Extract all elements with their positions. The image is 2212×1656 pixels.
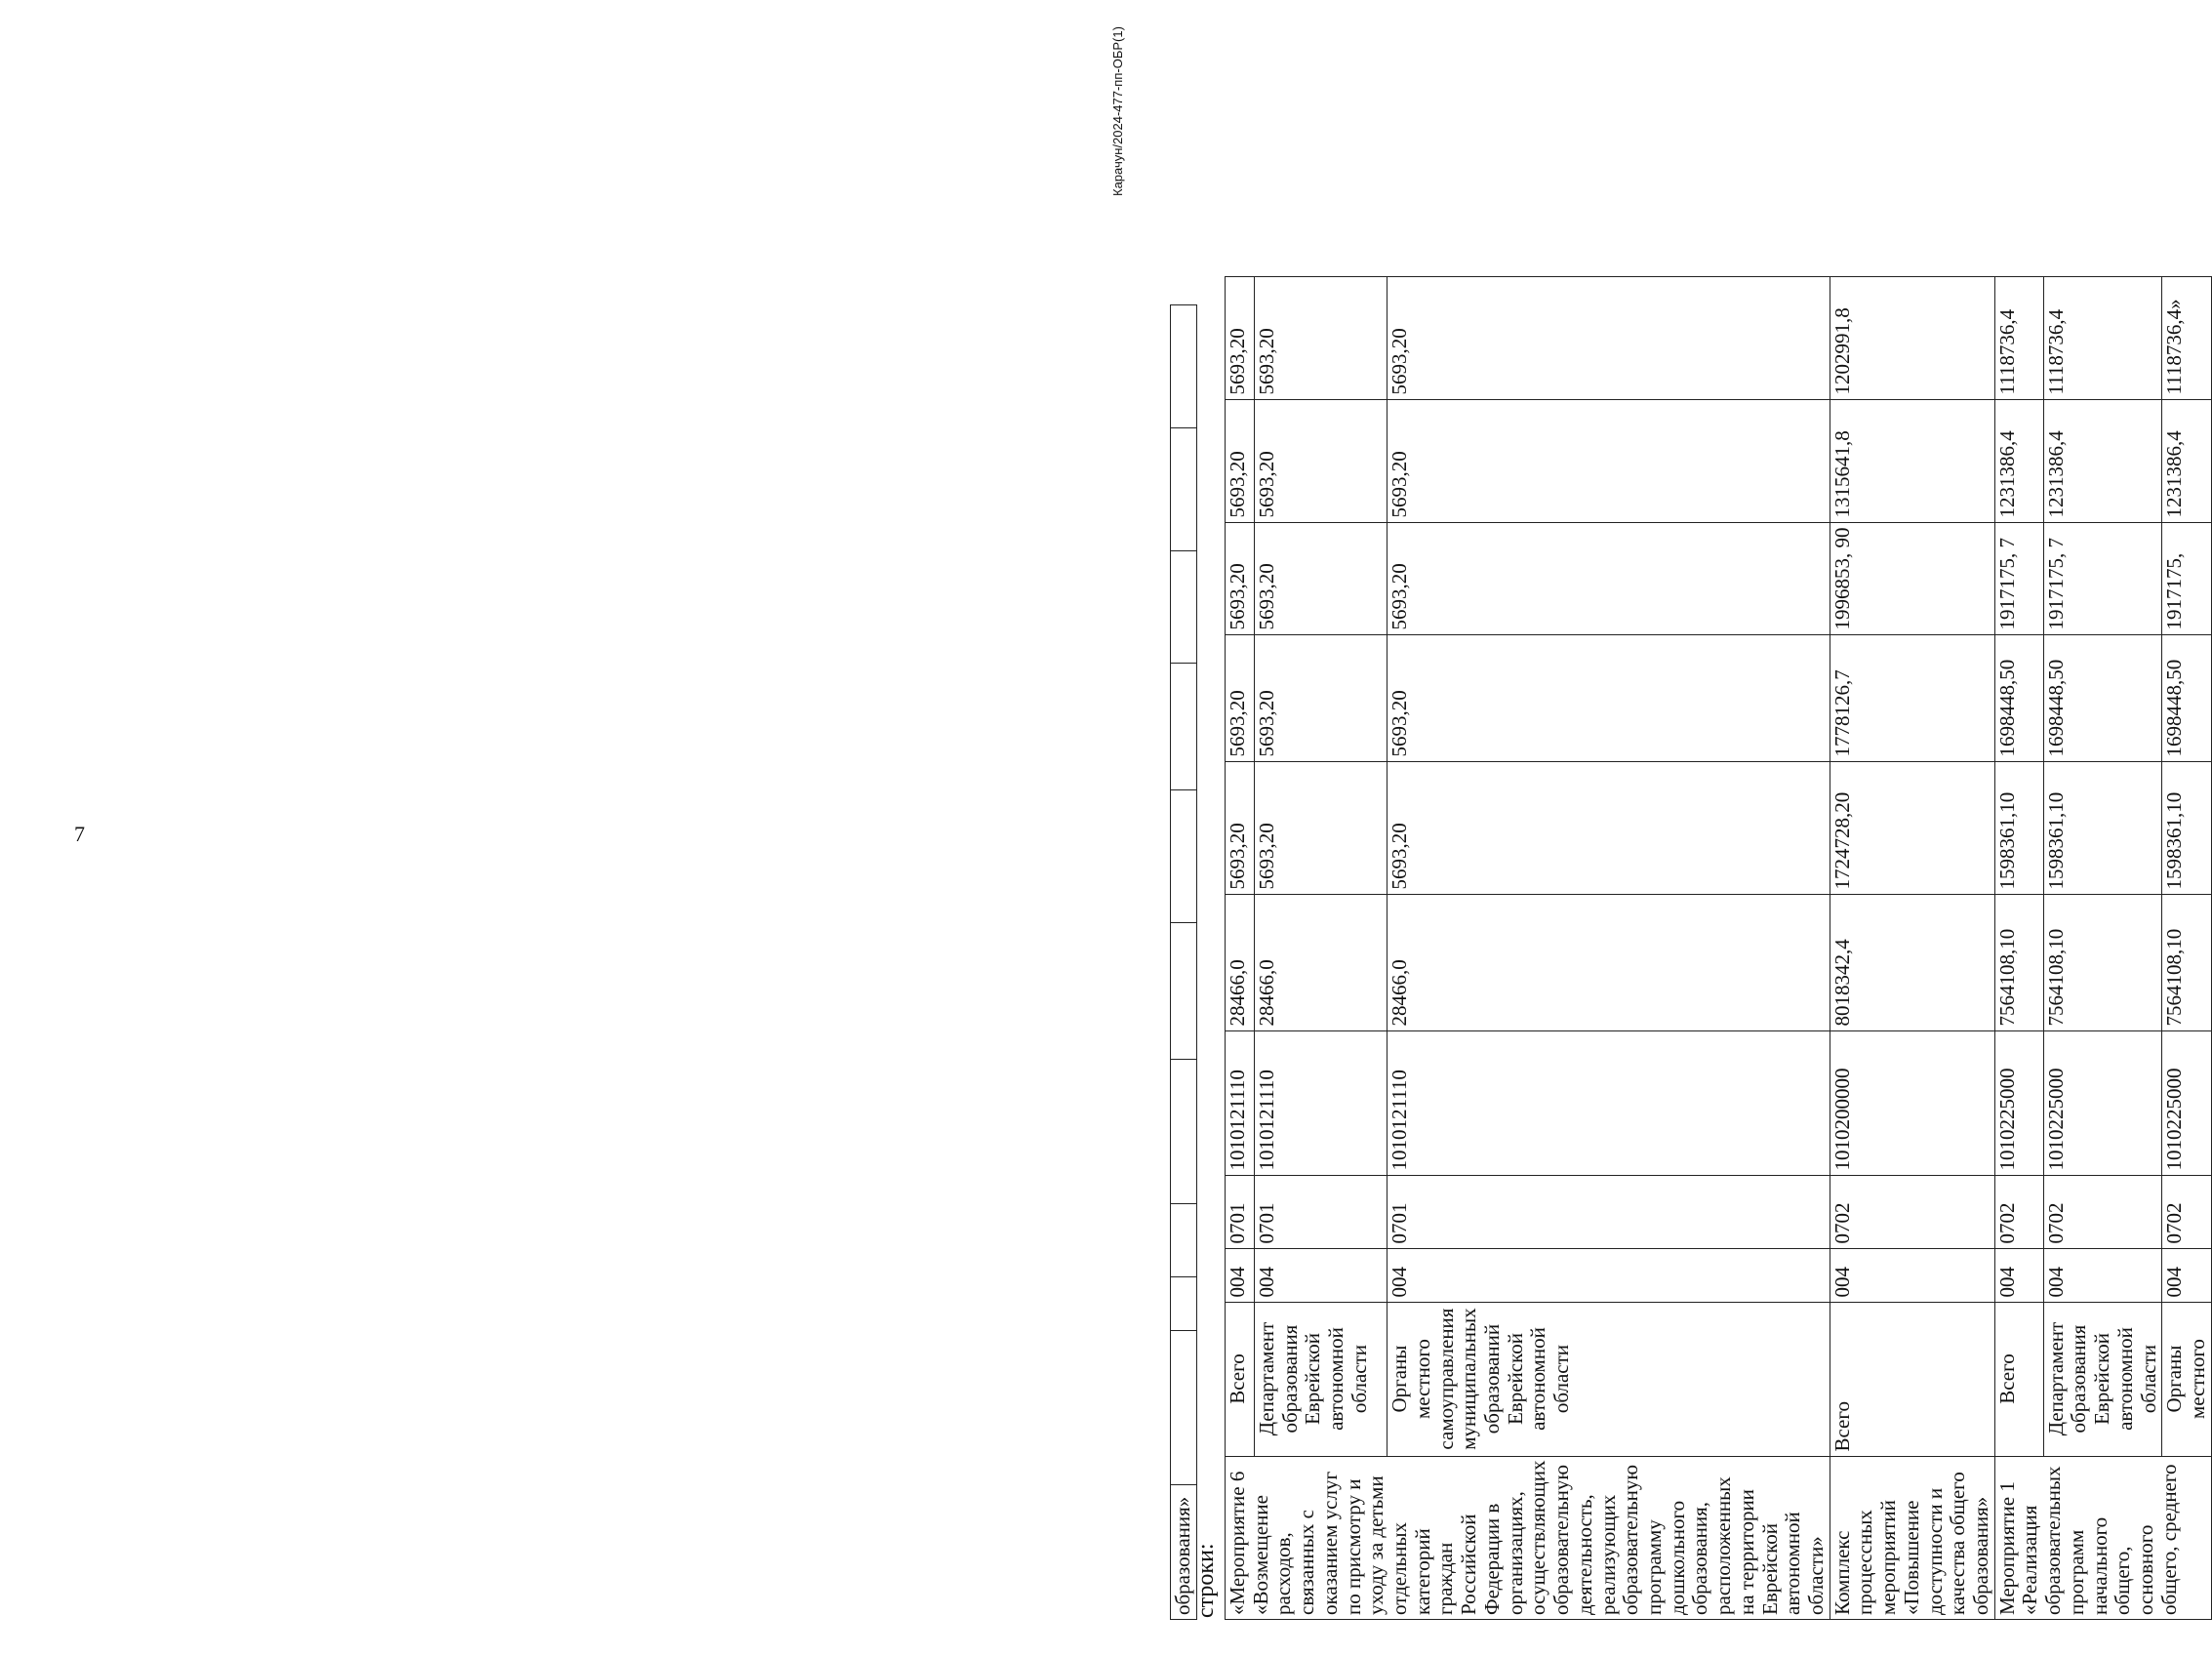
value-cell: 1698448,50	[1994, 634, 2043, 761]
grbs-cell: 004	[1226, 1248, 1255, 1302]
value-cell: 1598361,10	[2162, 761, 2211, 894]
page-number: 7	[74, 822, 85, 846]
value-cell: 1917175,	[2162, 522, 2211, 634]
rzpr-cell: 0701	[1388, 1175, 1830, 1248]
value-cell: 5693,20	[1226, 522, 1255, 634]
value-cell: 5693,20	[1388, 634, 1830, 761]
value-cell: 5693,20	[1254, 522, 1387, 634]
table-row	[1994, 276, 2043, 1619]
value-cell: 5693,20	[1226, 399, 1255, 522]
value-cell: 1698448,50	[2162, 634, 2211, 761]
executor-cell: Всего	[1994, 1302, 2043, 1456]
rzpr-cell: 0702	[1994, 1175, 2043, 1248]
rzpr-cell: 0701	[1254, 1175, 1387, 1248]
value-cell: 7564108,10	[2043, 894, 2162, 1030]
csr-cell: 1010225000	[1994, 1030, 2043, 1175]
executor-cell: Всего	[1830, 1302, 1994, 1456]
table-row	[1830, 276, 1994, 1619]
rzpr-cell: 0702	[2162, 1175, 2211, 1248]
row-name: «Мероприятие 6 «Возмещение расходов, связанных с оказанием услуг по присмотру и уходу за детьми отдельных категорий граждан Российской Федерации в организациях, осуществляющих образовательную деятельность, реализующих образовательную программу дошкольного образования, расположенных на территории Еврейской автономной области»	[1226, 1456, 1830, 1619]
value-cell: 1202991,8	[1830, 276, 1994, 399]
value-cell: 5693,20	[1254, 761, 1387, 894]
value-cell: 5693,20	[1226, 634, 1255, 761]
value-cell: 8018342,4	[1830, 894, 1994, 1030]
csr-cell: 1010121110	[1388, 1030, 1830, 1175]
value-cell: 28466,0	[1388, 894, 1830, 1030]
grbs-cell: 004	[1254, 1248, 1387, 1302]
rzpr-cell: 0702	[1830, 1175, 1994, 1248]
value-cell: 28466,0	[1254, 894, 1387, 1030]
rotated-page-content	[1170, 41, 2210, 1620]
prev-row-name: образования»	[1171, 1485, 1197, 1620]
value-cell: 7564108,10	[1994, 894, 2043, 1030]
csr-cell: 1010121110	[1254, 1030, 1387, 1175]
value-cell: 1118736,4	[1994, 276, 2043, 399]
footer-code: Карачун/2024-477-пп-ОБР(1)	[1110, 26, 1125, 196]
budget-table	[1225, 276, 2212, 1620]
value-cell: 1315641,8	[1830, 399, 1994, 522]
value-cell: 1231386,4	[1994, 399, 2043, 522]
previous-row	[1171, 305, 1197, 1620]
value-cell: 1724728,20	[1830, 761, 1994, 894]
rzpr-cell: 0702	[2043, 1175, 2162, 1248]
value-cell: 5693,20	[1388, 522, 1830, 634]
value-cell: 5693,20	[1226, 761, 1255, 894]
rzpr-cell: 0701	[1226, 1175, 1255, 1248]
value-cell: 5693,20	[1388, 276, 1830, 399]
grbs-cell: 004	[1830, 1248, 1994, 1302]
value-cell: 5693,20	[1388, 761, 1830, 894]
grbs-cell: 004	[2162, 1248, 2211, 1302]
value-cell: 28466,0	[1226, 894, 1255, 1030]
csr-cell: 1010121110	[1226, 1030, 1255, 1175]
value-cell: 1996853, 90	[1830, 522, 1994, 634]
table-row	[1254, 276, 1387, 1619]
executor-cell: Органы местного	[2162, 1302, 2211, 1456]
row-name: Комплекс процессных мероприятий «Повышение доступности и качества общего образования»	[1830, 1456, 1994, 1619]
value-cell: 5693,20	[1254, 634, 1387, 761]
value-cell: 1598361,10	[2043, 761, 2162, 894]
executor-cell: Департамент образования Еврейской автономной области	[1254, 1302, 1387, 1456]
value-cell: 5693,20	[1254, 276, 1387, 399]
value-cell: 7564108,10	[2162, 894, 2211, 1030]
csr-cell: 1010225000	[2043, 1030, 2162, 1175]
executor-cell: Департамент образования Еврейской автономной области	[2043, 1302, 2162, 1456]
row-name: Мероприятие 1 «Реализация образовательных программ начального общего, основного общего, среднего	[1994, 1456, 2211, 1619]
grbs-cell: 004	[2043, 1248, 2162, 1302]
section-label: строки:	[1193, 1543, 1219, 1618]
value-cell: 1917175, 7	[2043, 522, 2162, 634]
csr-cell: 1010200000	[1830, 1030, 1994, 1175]
value-cell: 1231386,4	[2162, 399, 2211, 522]
csr-cell: 1010225000	[2162, 1030, 2211, 1175]
table-row	[2162, 276, 2211, 1619]
table-row	[1226, 276, 1255, 1619]
value-cell: 1698448,50	[2043, 634, 2162, 761]
grbs-cell: 004	[1994, 1248, 2043, 1302]
value-cell: 1917175, 7	[1994, 522, 2043, 634]
value-cell: 1118736,4»	[2162, 276, 2211, 399]
value-cell: 1231386,4	[2043, 399, 2162, 522]
table-row	[1388, 276, 1830, 1619]
value-cell: 1118736,4	[2043, 276, 2162, 399]
value-cell: 1598361,10	[1994, 761, 2043, 894]
table-row	[2043, 276, 2162, 1619]
previous-row-table	[1170, 304, 1197, 1620]
value-cell: 1778126,7	[1830, 634, 1994, 761]
value-cell: 5693,20	[1254, 399, 1387, 522]
value-cell: 5693,20	[1388, 399, 1830, 522]
executor-cell: Органы местного самоуправления муниципальных образований Еврейской автономной области	[1388, 1302, 1830, 1456]
executor-cell: Всего	[1226, 1302, 1255, 1456]
grbs-cell: 004	[1388, 1248, 1830, 1302]
value-cell: 5693,20	[1226, 276, 1255, 399]
